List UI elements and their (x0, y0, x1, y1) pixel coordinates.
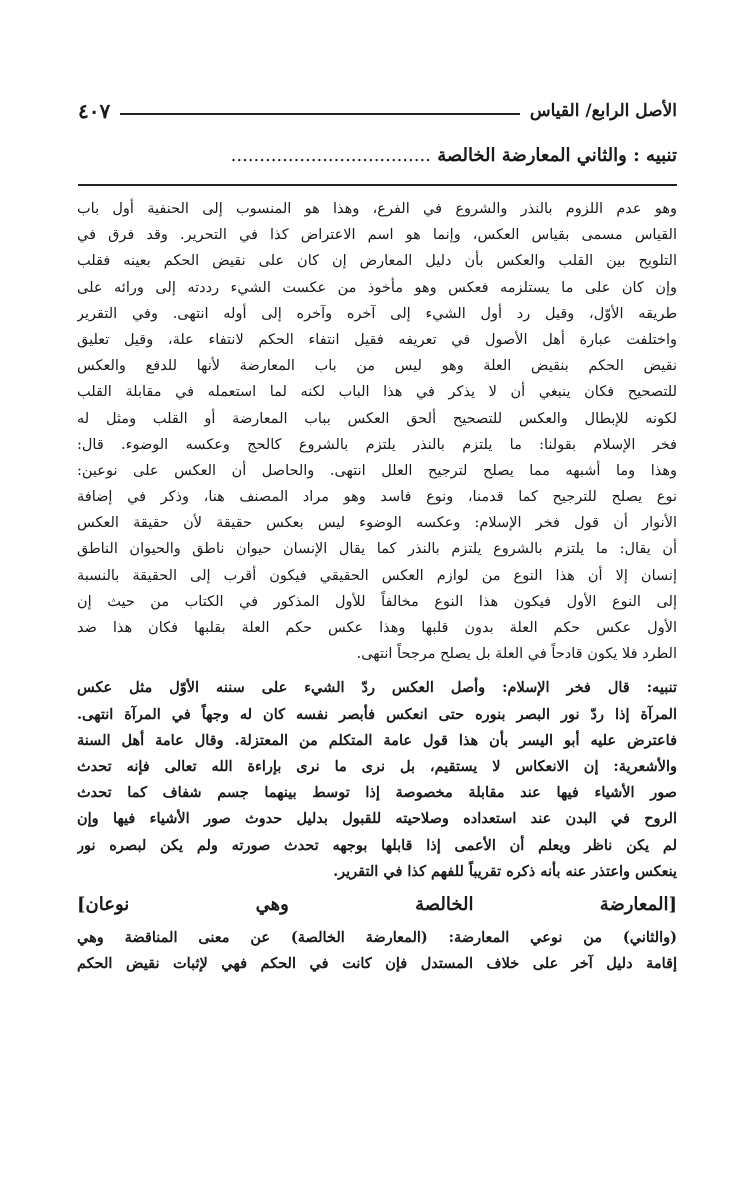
text-line: فاعترض عليه أبو اليسر بأن هذا قول عامة المتكلم من المعتزلة. وقال عامة أهل السنة (77, 731, 677, 749)
note-line (78, 145, 677, 166)
paragraph-3 (77, 925, 677, 977)
text-line: إقامة دليل آخر على خلاف المستدل فإن كانت في الحكم فهي لإثبات نقيض الحكم (77, 955, 677, 973)
text-line: الروح في البدن عند استعداده وصلاحيته للقبول بدليل حدوث صور الأشياء فيها وإن (77, 810, 677, 828)
text-line: والأشعرية: إن الانعكاس لا يستقيم، بل نرى ما نرى بإراءة الله تعالى فإنه تحدث (77, 757, 677, 775)
text-line: الأنوار أن قول فخر الإسلام: وعكسه الوضوء ليس بعكس حقيقة لأن حقيقة العكس (77, 515, 677, 532)
text-line: أن يقال: ما يلتزم بالشروع يلتزم بالنذر كما يقال الإنسان حيوان ناطق والحيوان الناطق (77, 541, 677, 558)
text-line: نوع يصلح للترجيح كما قدمنا، ونوع فاسد وهو مراد المصنف هنا، وذكر في إضافة (77, 489, 677, 506)
text-line: طريقه الأوّل، وقيل رد أول الشيء إلى آخره وآخره إلى أوله انتهى. وفي التقرير (77, 305, 677, 322)
paragraph-1 (77, 196, 677, 667)
note-dots: ................................... (230, 145, 431, 166)
text-line: ينعكس واعتذر عنه بأنه ذكره تقريباً للفهم كذا في التقرير. (333, 862, 677, 880)
text-line: لم يكن ناظر ويعلم أن الأعمى إذا قابلها بوجهه تحدث صورته ولم يكن لبصره نور (77, 836, 677, 854)
text-line: تنبيه: قال فخر الإسلام: وأصل العكس ردّ الشيء على سننه الأوّل مثل عكس (77, 679, 677, 697)
page-number: ٤٠٧ (78, 99, 111, 123)
body-text (77, 196, 677, 977)
text-line: وهذا وما أشبهه مما يصلح لترجيح العلل انتهى. والحاصل أن العكس على نوعين: (77, 462, 677, 479)
section-heading: [المعارضة الخالصة وهي نوعان] (77, 893, 677, 915)
text-line: لكونه للإبطال والعكس للتصحيح ألحق العكس بباب المعارضة أو القلب ومثل له (77, 410, 677, 427)
page-header (78, 96, 677, 126)
paragraph-gap (77, 667, 677, 675)
text-line: إنسان إلا أن هذا النوع من لوازم العكس الحقيقي فيكون أقرب إلى الحقيقة بالنسبة (77, 567, 677, 584)
text-line: الأول عكس حكم العلة بدون قلبها وهذا عكس حكم العلة بقلبها فكان هذا ضد (77, 620, 677, 636)
text-line: (والثاني) من نوعي المعارضة: (المعارضة الخالصة) عن معنى المناقضة وهي (77, 928, 677, 946)
text-line: إلى النوع الأول فيكون هذا النوع مخالفاً للأول المذكور في الكتاب من حيث إن (77, 593, 677, 610)
text-line: للتصحيح فكان ينبغي أن لا يذكر في هذا الباب لكنه لما استعمله في مقابلة القلب (77, 384, 677, 401)
header-rule (120, 113, 520, 115)
text-line: الطرد فلا يكون قادحاً في العلة بل يصلح مرجحاً انتهى. (356, 646, 677, 663)
running-title: الأصل الرابع/ القياس (529, 101, 677, 121)
text-line: وهو عدم اللزوم بالنذر والشروع في الفرع، وهذا هو المنسوب إلى الحنفية أول باب (77, 201, 677, 217)
text-line: القياس مسمى بقياس العكس، وإنما هو اسم الاعتراض كذا في التحرير. وقد فرق في (77, 227, 677, 244)
text-line: فخر الإسلام بقولنا: ما يلتزم بالنذر يلتزم بالشروع كالحج وعكسه الوضوء. قال: (77, 436, 677, 453)
text-line: صور الأشياء فيها عند مقابلة مخصوصة إذا توسط بينهما جسم شفاف كما تحدث (77, 784, 677, 802)
text-line: نقيض الحكم بنقيض العلة وهو ليس من باب المعارضة لأنها للدفع والعكس (77, 358, 677, 375)
text-line: التلويح بين القلب والعكس بأن دليل المعارض إن كان على نقيض الحكم بعينه فقلب (77, 253, 677, 270)
note-label: تنبيه : والثاني المعارضة الخالصة (437, 145, 677, 166)
separator-rule (78, 184, 677, 186)
paragraph-2 (77, 675, 677, 885)
text-line: واختلفت عبارة أهل الأصول في تعريفه فقيل انتفاء الحكم لانتفاء علة، وقيل تعليق (77, 331, 677, 348)
text-line: وإن كان على ما يستلزمه فعكس وهو مأخوذ من عكست الشيء رددته إلى ورائه على (77, 279, 677, 296)
text-line: المرآة إذا ردّ نور البصر بنوره حتى انعكس فأبصر نفسه كان له وجهاً في المرآة انتهى. (77, 705, 677, 723)
